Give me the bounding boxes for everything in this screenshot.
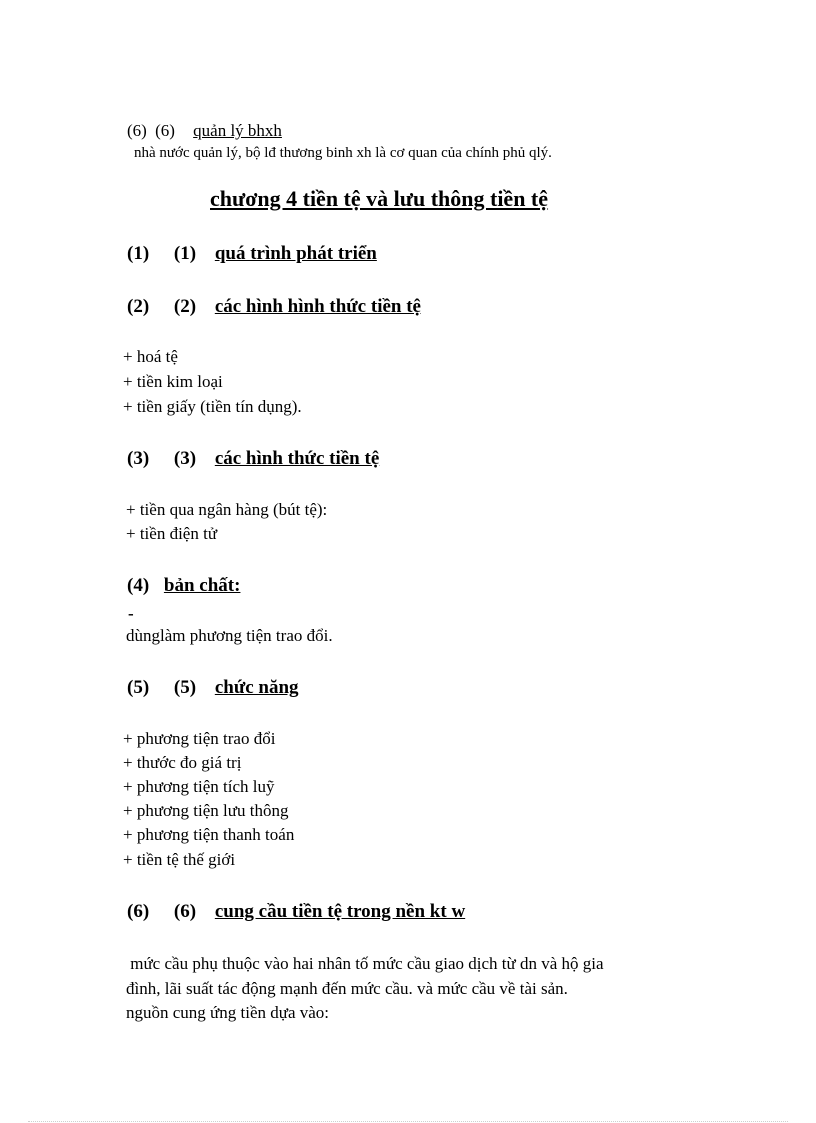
list-item: + phương tiện tích luỹ xyxy=(123,777,275,796)
body-text: dùnglàm phương tiện trao đổi. xyxy=(126,626,333,645)
section-number: (2) xyxy=(127,296,150,317)
top-section-number: (6) xyxy=(127,121,147,140)
section-heading-row xyxy=(127,901,465,923)
section-heading: cung cầu tiền tệ trong nền kt w xyxy=(214,901,466,922)
section-heading: chức năng xyxy=(214,677,299,698)
list-item: + phương tiện thanh toán xyxy=(123,825,295,844)
top-section-note: nhà nước quản lý, bộ lđ thương binh xh là cơ quan của chính phủ qlý. xyxy=(134,145,552,161)
section-number: (5) xyxy=(173,677,197,698)
section-heading: bản chất: xyxy=(163,575,241,596)
section-number: (2) xyxy=(173,296,197,317)
paragraph-line: nguồn cung ứng tiền dựa vào: xyxy=(126,1003,330,1022)
section-heading-row xyxy=(127,448,379,470)
section-number: (1) xyxy=(173,243,197,264)
section-heading-row xyxy=(127,243,377,265)
list-item: + tiền điện tử xyxy=(126,524,218,543)
list-item: + thước đo giá trị xyxy=(123,753,242,772)
section-heading-row xyxy=(127,296,421,318)
list-item: + phương tiện lưu thông xyxy=(123,801,289,820)
dash-mark: - xyxy=(128,604,134,623)
list-item: + hoá tệ xyxy=(123,347,178,366)
section-number: (3) xyxy=(127,448,150,469)
section-number: (5) xyxy=(127,677,150,698)
section-heading-row xyxy=(127,575,240,597)
list-item: + phương tiện trao đổi xyxy=(123,729,276,748)
section-heading: quá trình phát triển xyxy=(214,243,377,264)
section-number: (4) xyxy=(127,575,150,596)
section-number: (1) xyxy=(127,243,150,264)
page-bottom-divider xyxy=(28,1121,788,1122)
section-heading: các hình thức tiền tệ xyxy=(214,448,380,469)
top-section-heading-row xyxy=(127,121,282,141)
paragraph-line: mức cầu phụ thuộc vào hai nhân tố mức cầu giao dịch từ dn và hộ gia xyxy=(126,954,604,973)
list-item: + tiền tệ thế giới xyxy=(123,850,236,869)
section-number: (6) xyxy=(173,901,197,922)
top-section-heading: quản lý bhxh xyxy=(193,121,282,140)
section-heading-row xyxy=(127,677,299,699)
list-item: + tiền kim loại xyxy=(123,372,223,391)
top-section-number: (6) xyxy=(155,121,175,140)
paragraph-line: đình, lãi suất tác động mạnh đến mức cầu. và mức cầu về tài sản. xyxy=(126,979,568,998)
section-heading: các hình hình thức tiền tệ xyxy=(214,296,421,317)
list-item: + tiền giấy (tiền tín dụng). xyxy=(123,397,302,416)
section-number: (3) xyxy=(173,448,197,469)
list-item: + tiền qua ngân hàng (bút tệ): xyxy=(126,500,328,519)
section-number: (6) xyxy=(127,901,150,922)
chapter-title: chương 4 tiền tệ và lưu thông tiền tệ xyxy=(210,186,549,211)
